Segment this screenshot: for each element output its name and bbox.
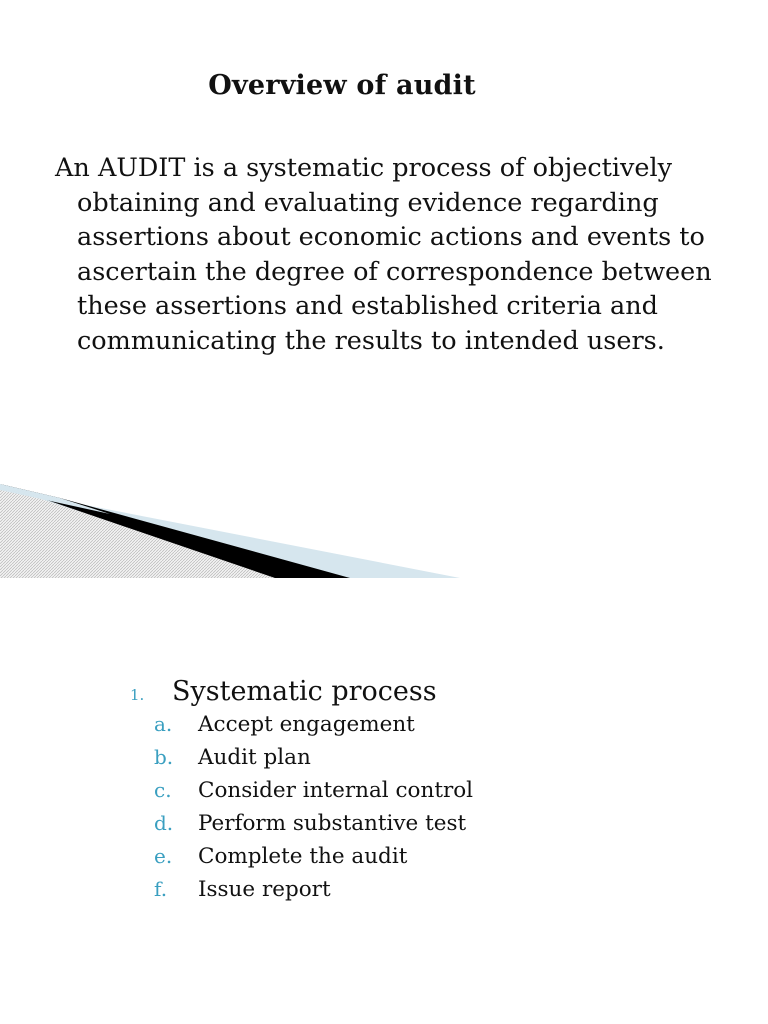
list-heading: Systematic process (172, 676, 437, 707)
sub-list-item (154, 811, 730, 844)
sub-list-item (154, 844, 730, 877)
sub-list-item (154, 877, 730, 910)
sub-list-item (154, 745, 730, 778)
sub-list-label: Perform substantive test (198, 811, 467, 836)
list-item-main (130, 676, 730, 712)
sub-list-letter: d. (154, 811, 174, 835)
sub-list-label: Audit plan (198, 745, 311, 770)
decorative-wedge (0, 480, 768, 578)
sub-list-letter: e. (154, 844, 173, 868)
process-list (130, 676, 730, 910)
sub-list-label: Issue report (198, 877, 331, 902)
sub-list-letter: f. (154, 877, 168, 901)
sub-list-label: Accept engagement (198, 712, 415, 737)
sub-list-item (154, 712, 730, 745)
slide-title: Overview of audit (208, 70, 476, 101)
list-number: 1. (130, 686, 145, 704)
sub-list-label: Complete the audit (198, 844, 408, 869)
sub-list-letter: a. (154, 712, 173, 736)
sub-list-label: Consider internal control (198, 778, 474, 803)
sub-list-letter: c. (154, 778, 172, 802)
sub-list-item (154, 778, 730, 811)
sub-list (130, 712, 730, 910)
sub-list-letter: b. (154, 745, 174, 769)
audit-definition: An AUDIT is a systematic process of objectively obtaining and evaluating evidence regarding assertions about economic actions and events to ascertain the degree of correspondence between these assertions and established criteria and communicating the results to intended users. (55, 153, 712, 356)
slide-systematic-process (0, 578, 768, 1024)
